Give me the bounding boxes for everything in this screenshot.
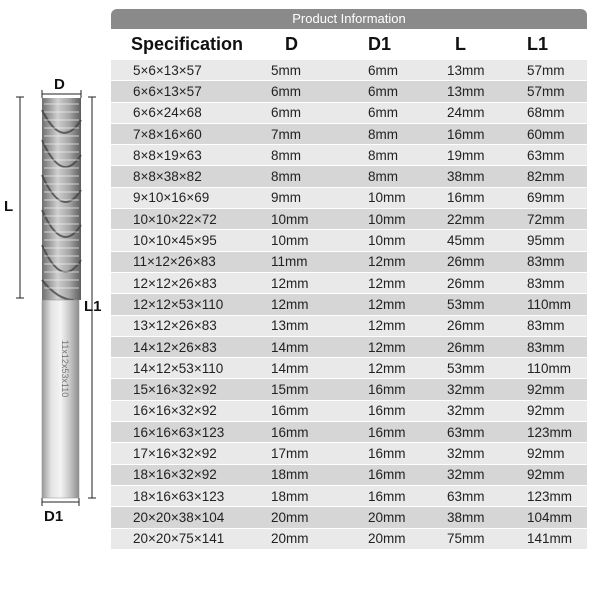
cell-d: 16mm xyxy=(271,403,309,419)
cell-l1: 95mm xyxy=(527,233,565,249)
table-header-row xyxy=(111,29,587,60)
cell-specification: 14×12×26×83 xyxy=(133,339,217,355)
cell-specification: 12×12×53×110 xyxy=(133,296,224,312)
table-body xyxy=(111,60,587,550)
cell-d: 10mm xyxy=(271,233,309,249)
cell-l1: 63mm xyxy=(527,147,565,163)
table-row xyxy=(111,188,587,209)
cell-l: 53mm xyxy=(447,296,485,312)
cell-d1: 16mm xyxy=(368,445,406,461)
cell-specification: 16×16×32×92 xyxy=(133,403,217,419)
cell-specification: 10×10×45×95 xyxy=(133,233,217,249)
cell-l: 32mm xyxy=(447,382,485,398)
cell-l1: 123mm xyxy=(527,488,573,504)
cell-l: 63mm xyxy=(447,488,485,504)
table-row xyxy=(111,209,587,230)
cell-d: 5mm xyxy=(271,62,301,78)
cell-d: 7mm xyxy=(271,126,301,142)
table-row xyxy=(111,294,587,315)
cell-d1: 12mm xyxy=(368,296,406,312)
cell-d: 12mm xyxy=(271,275,309,291)
cell-l1: 68mm xyxy=(527,105,565,121)
cell-d1: 16mm xyxy=(368,382,406,398)
cell-d: 6mm xyxy=(271,83,301,99)
cell-d: 8mm xyxy=(271,147,301,163)
cell-d1: 8mm xyxy=(368,126,398,142)
cell-l1: 57mm xyxy=(527,83,565,99)
table-row xyxy=(111,166,587,187)
cell-d1: 12mm xyxy=(368,318,406,334)
cell-d1: 12mm xyxy=(368,254,406,270)
cell-d1: 16mm xyxy=(368,467,406,483)
cell-d: 8mm xyxy=(271,169,301,185)
shank-engraving: 11x12x53x110 xyxy=(60,340,70,398)
cell-l: 26mm xyxy=(447,318,485,334)
cell-l: 32mm xyxy=(447,445,485,461)
cell-l1: 69mm xyxy=(527,190,565,206)
cell-specification: 11×12×26×83 xyxy=(133,254,216,270)
table-row xyxy=(111,507,587,528)
cell-l: 22mm xyxy=(447,211,485,227)
table-row xyxy=(111,316,587,337)
table-title: Product Information xyxy=(111,9,587,29)
cell-specification: 15×16×32×92 xyxy=(133,382,217,398)
cell-l1: 83mm xyxy=(527,318,565,334)
cell-l: 13mm xyxy=(447,62,485,78)
table-row xyxy=(111,465,587,486)
header-d1: D1 xyxy=(368,34,392,54)
cell-d1: 20mm xyxy=(368,509,406,525)
cell-d: 18mm xyxy=(271,488,309,504)
cell-l1: 104mm xyxy=(527,509,573,525)
cell-l1: 60mm xyxy=(527,126,565,142)
cell-l1: 57mm xyxy=(527,62,565,78)
cell-l1: 141mm xyxy=(527,531,573,547)
cell-l: 16mm xyxy=(447,126,485,142)
cell-l1: 123mm xyxy=(527,424,573,440)
table-row xyxy=(111,337,587,358)
cell-d1: 20mm xyxy=(368,531,406,547)
cell-d1: 6mm xyxy=(368,62,398,78)
cell-l: 26mm xyxy=(447,339,485,355)
table-row xyxy=(111,401,587,422)
cell-d: 20mm xyxy=(271,531,309,547)
table-row xyxy=(111,124,587,145)
cell-d1: 16mm xyxy=(368,403,406,419)
cell-l1: 83mm xyxy=(527,339,565,355)
cell-specification: 8×8×19×63 xyxy=(133,147,202,163)
header-d: D xyxy=(285,34,298,54)
cell-l: 38mm xyxy=(447,169,485,185)
cell-l1: 92mm xyxy=(527,382,565,398)
cell-l1: 110mm xyxy=(527,296,572,312)
cell-specification: 20×20×38×104 xyxy=(133,509,225,525)
cell-d: 12mm xyxy=(271,296,309,312)
header-l: L xyxy=(455,34,466,54)
cell-l: 63mm xyxy=(447,424,485,440)
cell-d1: 10mm xyxy=(368,190,406,206)
cell-specification: 14×12×53×110 xyxy=(133,360,224,376)
dimension-label-d: D xyxy=(54,76,65,93)
cell-l: 75mm xyxy=(447,531,485,547)
cell-specification: 20×20×75×141 xyxy=(133,531,225,547)
cell-d: 11mm xyxy=(271,254,308,270)
cell-specification: 16×16×63×123 xyxy=(133,424,225,440)
cell-specification: 5×6×13×57 xyxy=(133,62,202,78)
cell-d1: 8mm xyxy=(368,169,398,185)
cell-l1: 83mm xyxy=(527,275,565,291)
cell-l: 26mm xyxy=(447,254,485,270)
table-row xyxy=(111,273,587,294)
cell-l: 45mm xyxy=(447,233,485,249)
cell-specification: 10×10×22×72 xyxy=(133,211,217,227)
cell-l: 32mm xyxy=(447,403,485,419)
cell-d1: 10mm xyxy=(368,211,406,227)
cell-d: 18mm xyxy=(271,467,309,483)
end-mill-diagram xyxy=(0,0,110,584)
table-row xyxy=(111,252,587,273)
cell-l: 13mm xyxy=(447,83,485,99)
cell-d1: 12mm xyxy=(368,275,406,291)
cell-l: 38mm xyxy=(447,509,485,525)
table-row xyxy=(111,379,587,400)
cell-d: 17mm xyxy=(271,445,309,461)
cell-l1: 72mm xyxy=(527,211,565,227)
cell-specification: 6×6×24×68 xyxy=(133,105,202,121)
cell-specification: 8×8×38×82 xyxy=(133,169,202,185)
cell-d: 16mm xyxy=(271,424,309,440)
cell-d1: 10mm xyxy=(368,233,406,249)
cell-l1: 82mm xyxy=(527,169,565,185)
dimension-label-d1: D1 xyxy=(44,508,64,525)
cell-l: 32mm xyxy=(447,467,485,483)
cell-d: 20mm xyxy=(271,509,309,525)
cell-d1: 16mm xyxy=(368,488,406,504)
table-row xyxy=(111,486,587,507)
cell-specification: 18×16×63×123 xyxy=(133,488,225,504)
cell-d: 14mm xyxy=(271,360,309,376)
header-l1: L1 xyxy=(527,34,549,54)
cell-specification: 18×16×32×92 xyxy=(133,467,217,483)
cell-l: 19mm xyxy=(447,147,485,163)
cell-d: 6mm xyxy=(271,105,301,121)
cell-d1: 12mm xyxy=(368,339,406,355)
table-row xyxy=(111,358,587,379)
cell-d1: 8mm xyxy=(368,147,398,163)
cell-d1: 16mm xyxy=(368,424,406,440)
cell-specification: 7×8×16×60 xyxy=(133,126,202,142)
table-row xyxy=(111,60,587,81)
cell-l: 26mm xyxy=(447,275,485,291)
product-information-table xyxy=(111,9,587,550)
cell-specification: 12×12×26×83 xyxy=(133,275,217,291)
table-row xyxy=(111,145,587,166)
cell-d: 9mm xyxy=(271,190,301,206)
cell-l: 53mm xyxy=(447,360,485,376)
cell-d1: 6mm xyxy=(368,105,398,121)
table-row xyxy=(111,443,587,464)
dimension-label-l: L xyxy=(4,198,14,215)
cell-l1: 92mm xyxy=(527,403,565,419)
table-row xyxy=(111,230,587,251)
cell-l: 16mm xyxy=(447,190,485,206)
cell-l1: 92mm xyxy=(527,467,565,483)
table-row xyxy=(111,422,587,443)
table-row xyxy=(111,81,587,102)
header-specification: Specification xyxy=(131,34,244,54)
cell-d: 15mm xyxy=(271,382,309,398)
cell-specification: 13×12×26×83 xyxy=(133,318,217,334)
cell-d1: 12mm xyxy=(368,360,406,376)
cell-l1: 110mm xyxy=(527,360,572,376)
cell-l1: 92mm xyxy=(527,445,565,461)
dimension-label-l1: L1 xyxy=(84,298,102,315)
cell-specification: 17×16×32×92 xyxy=(133,445,217,461)
cell-l1: 83mm xyxy=(527,254,565,270)
table-row xyxy=(111,103,587,124)
cell-specification: 9×10×16×69 xyxy=(133,190,210,206)
cell-l: 24mm xyxy=(447,105,485,121)
cell-d: 13mm xyxy=(271,318,309,334)
table-row xyxy=(111,529,587,550)
cell-d: 14mm xyxy=(271,339,309,355)
cell-d1: 6mm xyxy=(368,83,398,99)
cell-specification: 6×6×13×57 xyxy=(133,83,202,99)
cell-d: 10mm xyxy=(271,211,309,227)
